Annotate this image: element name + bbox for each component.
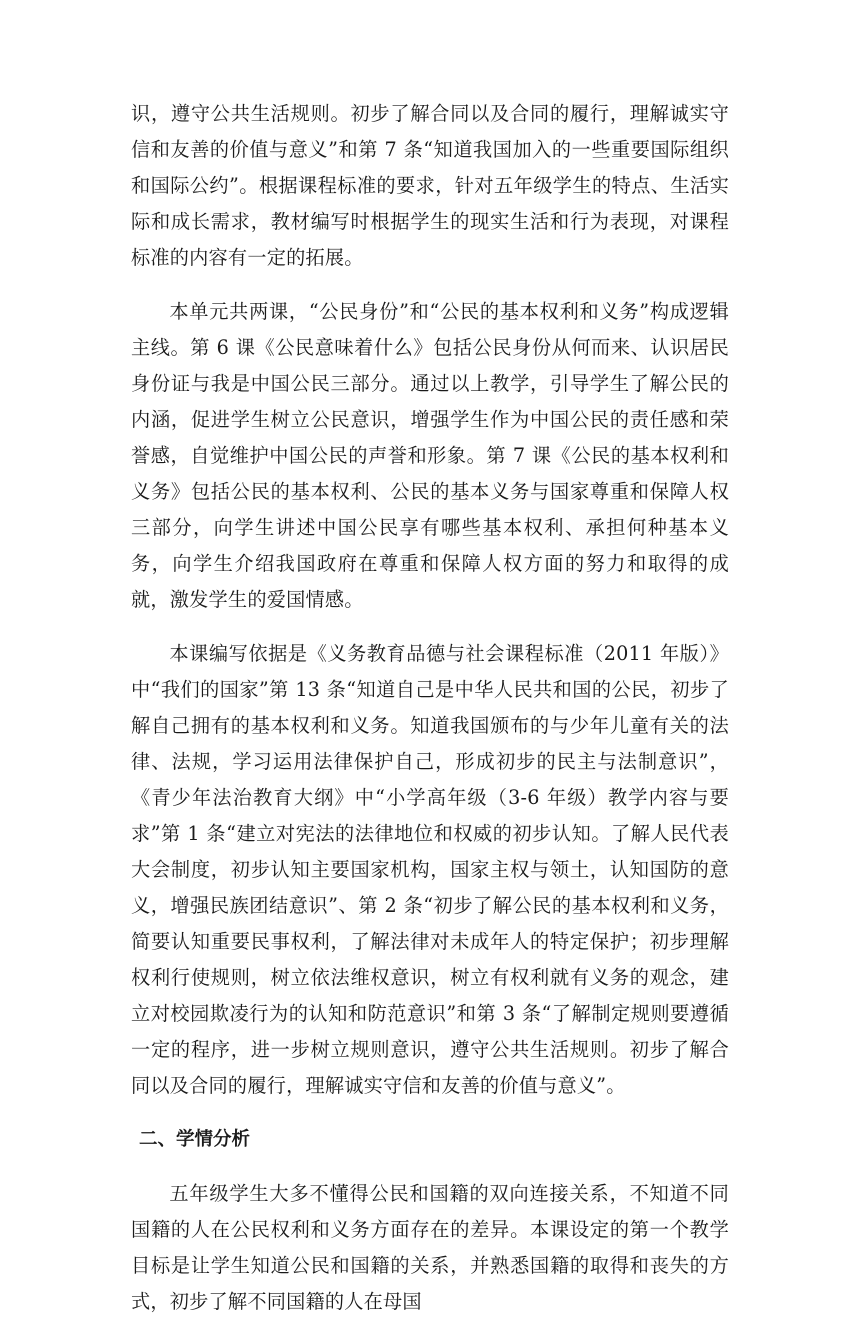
paragraph-student-analysis: 五年级学生大多不懂得公民和国籍的双向连接关系，不知道不同国籍的人在公民权利和义务方面存在的差异。本课设定的第一个教学目标是让学生知道公民和国籍的关系，并熟悉国籍的取得和丧失的方式，初步了解不同国籍的人在母国 — [131, 1182, 729, 1313]
paragraph-gap — [131, 276, 729, 294]
paragraph-gap — [131, 1158, 729, 1176]
paragraph-curriculum-basis: 本课编写依据是《义务教育品德与社会课程标准（2011 年版）》中“我们的国家”第 13 条“知道自己是中华人民共和国的公民，初步了解自己拥有的基本权利和义务。知道我国颁布的与少年儿童有关的法律、法规，学习运用法律保护自己，形成初步的民主与法制意识”，《青少年法治教育大纲》中“小学高年级（3-6 年级）教学内容与要求”第 1 条“建立对宪法的法律地位和权威的初步认知。了解人民代表大会制度，初步认知主要国家机构，国家主权与领土，认知国防的意义，增强民族团结意识”、第 2 条“初步了解公民的基本权利和义务，简要认知重要民事权利，了解法律对未成年人的特定保护；初步理解权利行使规则，树立依法维权意识，树立有权利就有义务的观念，建立对校园欺凌行为的认知和防范意识”和第 3 条“了解制定规则要遵循一定的程序，进一步树立规则意识，遵守公共生活规则。初步了解合同以及合同的履行，理解诚实守信和友善的价值与意义”。 — [131, 642, 729, 1097]
paragraph-continuation: 识，遵守公共生活规则。初步了解合同以及合同的履行，理解诚实守信和友善的价值与意义”和第 7 条“知道我国加入的一些重要国际组织和国际公约”。根据课程标准的要求，针对五年级学生的特点、生活实际和成长需求，教材编写时根据学生的现实生活和行为表现，对课程标准的内容有一定的拓展。 — [131, 102, 729, 269]
section-heading-student-analysis: 二、学情分析 — [139, 1129, 251, 1150]
paragraph-gap — [131, 1104, 729, 1122]
paragraph-unit-overview: 本单元共两课，“公民身份”和“公民的基本权利和义务”构成逻辑主线。第 6 课《公民意味着什么》包括公民身份从何而来、认识居民身份证与我是中国公民三部分。通过以上教学，引导学生了解公民的内涵，促进学生树立公民意识，增强学生作为中国公民的责任感和荣誉感，自觉维护中国公民的声誉和形象。第 7 课《公民的基本权利和义务》包括公民的基本权利、公民的基本义务与国家尊重和保障人权三部分，向学生讲述中国公民享有哪些基本权利、承担何种基本义务，向学生介绍我国政府在尊重和保障人权方面的努力和取得的成就，激发学生的爱国情感。 — [131, 300, 729, 611]
paragraph-gap — [131, 618, 729, 636]
document-body — [131, 96, 729, 1320]
